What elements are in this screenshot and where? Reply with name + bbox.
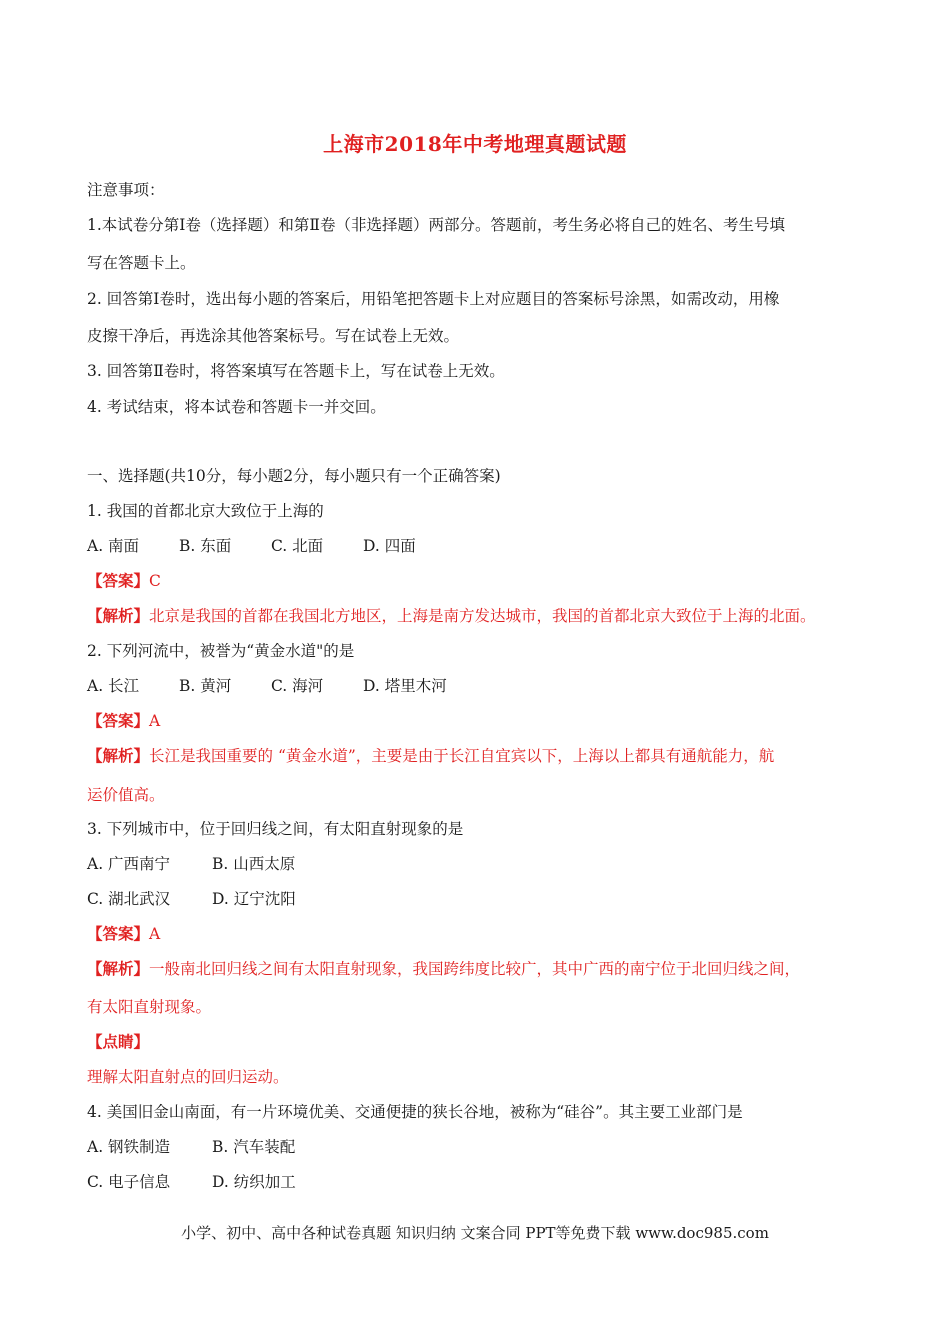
q4-option-b: B. 汽车装配 [212,1138,296,1156]
q2-option-a: A. 长江 [87,677,140,695]
q4-option-c: C. 电子信息 [87,1173,171,1191]
q2-option-c: C. 海河 [271,677,324,695]
note-3: 3. 回答第Ⅱ卷时，将答案填写在答题卡上，写在试卷上无效。 [87,362,505,380]
q2-answer [87,711,160,731]
q3-answer-value: A [149,925,161,943]
note-1-line-1: 1.本试卷分第Ⅰ卷（选择题）和第Ⅱ卷（非选择题）两部分。答题前，考生务必将自己的姓名、考生号填 [87,216,785,234]
q1-option-c: C. 北面 [271,537,324,555]
q3-point-text: 理解太阳直射点的回归运动。 [87,1068,289,1086]
q3-option-a: A. 广西南宁 [87,855,171,873]
q4-stem: 4. 美国旧金山南面，有一片环境优美、交通便捷的狭长谷地，被称为“硅谷”。其主要工业部门是 [87,1103,743,1121]
page-footer: 小学、初中、高中各种试卷真题 知识归纳 文案合同 PPT等免费下载 www.doc985.com [181,1224,769,1242]
q2-option-d: D. 塔里木河 [363,677,447,695]
q1-answer-value: C [149,572,161,590]
note-2-line-1: 2. 回答第Ⅰ卷时，选出每小题的答案后，用铅笔把答题卡上对应题目的答案标号涂黑，如需改动，用橡 [87,290,780,308]
q2-option-b: B. 黄河 [179,677,232,695]
notes-heading: 注意事项： [87,181,165,199]
q3-options-row-2 [87,889,296,909]
q2-answer-tag: 【答案】 [87,711,150,730]
q3-analysis-line-1 [87,959,800,979]
q3-option-d: D. 辽宁沈阳 [212,890,296,908]
q1-option-d: D. 四面 [363,537,416,555]
q3-answer [87,924,160,944]
q3-point-tag: 【点睛】 [87,1032,150,1051]
q1-analysis [87,606,816,626]
q1-option-b: B. 东面 [179,537,232,555]
q2-analysis-line-1 [87,746,774,766]
q4-option-d: D. 纺织加工 [212,1173,296,1191]
q3-option-b: B. 山西太原 [212,855,296,873]
q3-analysis-tag: 【解析】 [87,959,150,978]
q4-options-row-2 [87,1172,296,1192]
page-title: 上海市2018年中考地理真题试题 [323,132,627,156]
q3-analysis-line-2: 有太阳直射现象。 [87,998,212,1016]
q1-answer [87,571,161,591]
section-heading: 一、选择题(共10分，每小题2分，每小题只有一个正确答案) [87,467,501,485]
q4-options-row-1 [87,1137,295,1157]
q4-option-a: A. 钢铁制造 [87,1138,171,1156]
q3-options-row-1 [87,854,295,874]
note-4: 4. 考试结束，将本试卷和答题卡一并交回。 [87,398,386,416]
q1-answer-tag: 【答案】 [87,571,150,590]
q1-analysis-tag: 【解析】 [87,606,150,625]
q2-analysis-text: 长江是我国重要的 “黄金水道”，主要是由于长江自宜宾以下，上海以上都具有通航能力，航 [149,747,775,765]
q1-stem: 1. 我国的首都北京大致位于上海的 [87,502,324,520]
q2-analysis-tag: 【解析】 [87,746,150,765]
q3-analysis-text: 一般南北回归线之间有太阳直射现象，我国跨纬度比较广，其中广西的南宁位于北回归线之间， [149,960,801,978]
q3-stem: 3. 下列城市中，位于回归线之间，有太阳直射现象的是 [87,820,464,838]
q2-options [87,676,447,696]
note-1-line-2: 写在答题卡上。 [87,254,196,272]
q1-options [87,536,416,556]
q2-stem: 2. 下列河流中，被誉为“黄金水道"的是 [87,642,355,660]
q3-option-c: C. 湖北武汉 [87,890,171,908]
q1-analysis-text: 北京是我国的首都在我国北方地区，上海是南方发达城市，我国的首都北京大致位于上海的北面。 [149,607,816,625]
q2-answer-value: A [149,712,161,730]
note-2-line-2: 皮擦干净后，再选涂其他答案标号。写在试卷上无效。 [87,327,460,345]
q1-option-a: A. 南面 [87,537,140,555]
q3-answer-tag: 【答案】 [87,924,150,943]
q2-analysis-line-2: 运价值高。 [87,786,165,804]
